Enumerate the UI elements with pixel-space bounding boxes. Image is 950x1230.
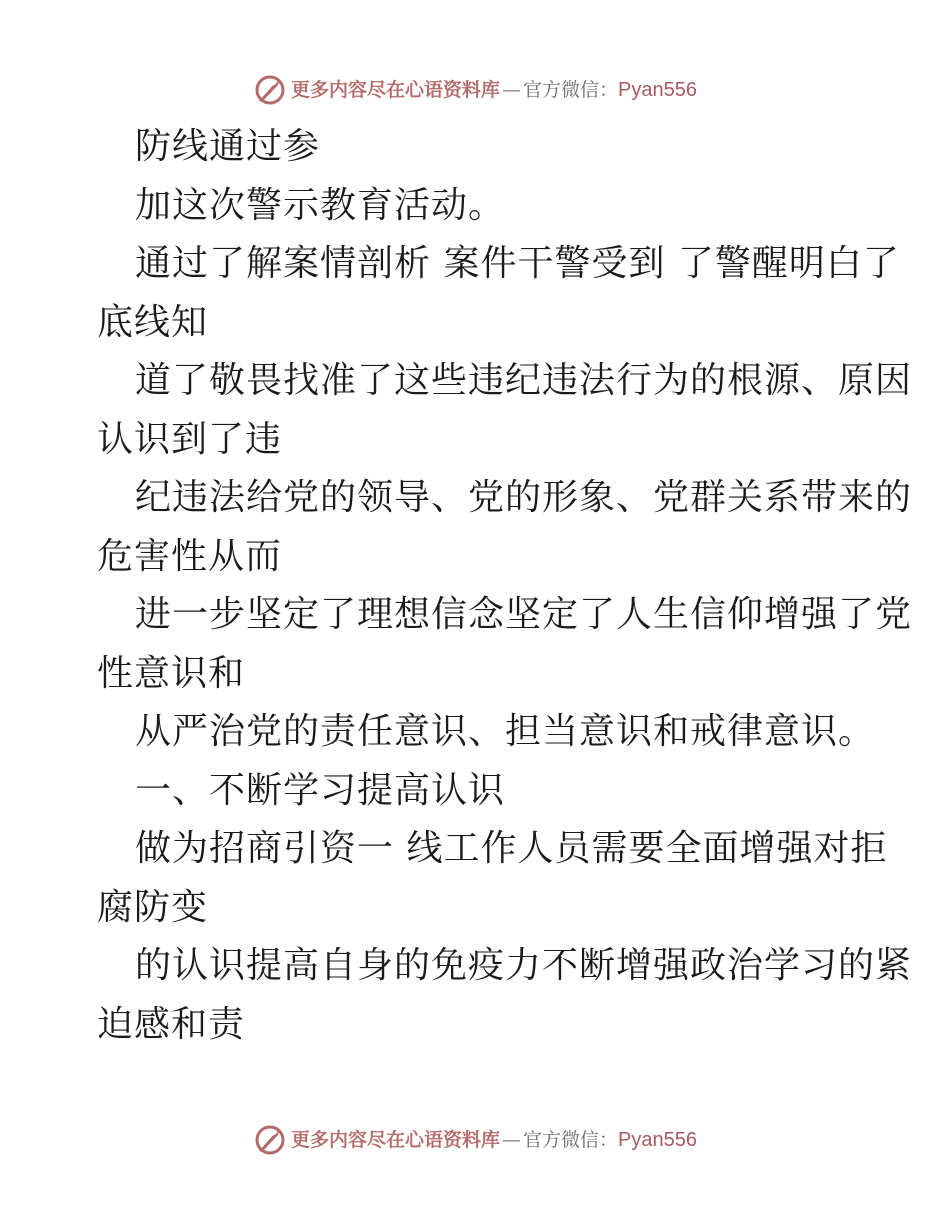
text-line: 腐防变 bbox=[97, 886, 209, 928]
text-line: 性意识和 bbox=[97, 652, 246, 694]
text-line: 迫感和责 bbox=[97, 1003, 246, 1045]
text-line: 防线通过参 bbox=[135, 126, 321, 167]
text-line: 的认识提高自身的免疫力不断增强政治学习的紧 bbox=[135, 945, 913, 986]
text-line: 纪违法给党的领导、党的形象、党群关系带来的 bbox=[135, 477, 913, 518]
header-watermark-banner bbox=[0, 70, 950, 110]
text-line: 通过了解案情剖析 案件干警受到 了警醒明白了 bbox=[135, 243, 900, 284]
document-body bbox=[97, 118, 913, 1054]
header-separator: — bbox=[502, 78, 522, 101]
text-line: 认识到了违 bbox=[97, 418, 283, 460]
footer-separator: — bbox=[502, 1128, 522, 1151]
text-line: 做为招商引资一 线工作人员需要全面增强对拒 bbox=[135, 828, 888, 869]
footer-wechat-label: 官方微信： bbox=[523, 1128, 619, 1151]
section-heading: 一、不断学习提高认识 bbox=[135, 769, 506, 811]
text-line: 危害性从而 bbox=[97, 535, 283, 577]
text-line: 底线知 bbox=[97, 301, 209, 343]
header-wechat-label: 官方微信： bbox=[523, 78, 619, 101]
text-line: 从严治党的责任意识、担当意识和戒律意识。 bbox=[135, 711, 876, 752]
text-line: 道了敬畏找准了这些违纪违法行为的根源、原因 bbox=[135, 360, 913, 401]
header-wechat-id: Pyan556 bbox=[618, 79, 697, 101]
footer-site-name: 更多内容尽在心语资料库 bbox=[291, 1128, 501, 1151]
text-line: 加这次警示教育活动。 bbox=[135, 184, 506, 226]
footer-watermark-banner bbox=[0, 1120, 950, 1160]
quill-logo-icon bbox=[253, 1123, 287, 1157]
footer-wechat-id: Pyan556 bbox=[618, 1129, 697, 1151]
header-banner-text bbox=[291, 80, 697, 100]
text-line: 进一步坚定了理想信念坚定了人生信仰增强了党 bbox=[135, 594, 913, 635]
footer-banner-text bbox=[291, 1130, 697, 1150]
quill-logo-icon bbox=[253, 73, 287, 107]
header-site-name: 更多内容尽在心语资料库 bbox=[291, 78, 501, 101]
